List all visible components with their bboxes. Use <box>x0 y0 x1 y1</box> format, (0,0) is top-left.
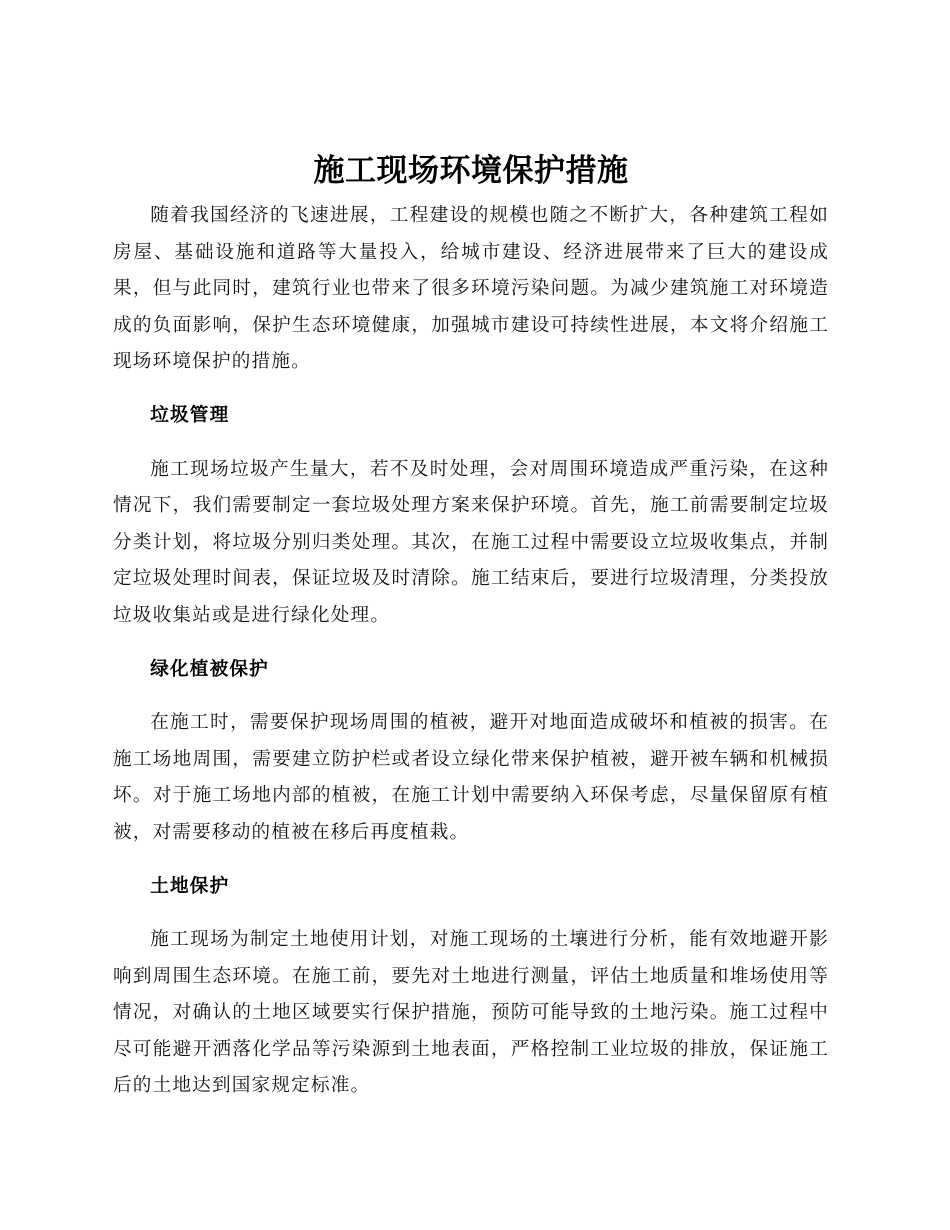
document-title: 施工现场环境保护措施 <box>313 153 629 189</box>
section-paragraph: 施工现场垃圾产生量大，若不及时处理，会对周围环境造成严重污染，在这种情况下，我们需要制定一套垃圾处理方案来保护环境。首先，施工前需要制定垃圾分类计划，将垃圾分别归类处理。其次，在施工过程中需要设立垃圾收集点，并制定垃圾处理时间表，保证垃圾及时清除。施工结束后，要进行垃圾清理，分类投放垃圾收集站或是进行绿化处理。 <box>113 458 829 626</box>
section-heading: 绿化植被保护 <box>150 658 269 680</box>
section-heading: 土地保护 <box>150 875 230 897</box>
intro-paragraph: 随着我国经济的飞速进展，工程建设的规模也随之不断扩大，各种建筑工程如房屋、基础设施和道路等大量投入，给城市建设、经济进展带来了巨大的建设成果，但与此同时，建筑行业也带来了很多环境污染问题。为减少建筑施工对环境造成的负面影响，保护生态环境健康，加强城市建设可持续性进展，本文将介绍施工现场环境保护的措施。 <box>113 205 829 373</box>
section-paragraph: 在施工时，需要保护现场周围的植被，避开对地面造成破坏和植被的损害。在施工场地周围，需要建立防护栏或者设立绿化带来保护植被，避开被车辆和机械损坏。对于施工场地内部的植被，在施工计划中需要纳入环保考虑，尽量保留原有植被，对需要移动的植被在移后再度植栽。 <box>113 712 829 843</box>
section-waste-management <box>113 398 829 635</box>
section-land-protection <box>113 869 829 1106</box>
document-page <box>113 148 829 1105</box>
section-heading: 垃圾管理 <box>150 404 230 426</box>
section-vegetation-protection <box>113 652 829 852</box>
section-paragraph: 施工现场为制定土地使用计划，对施工现场的土壤进行分析，能有效地避开影响到周围生态环境。在施工前，要先对土地进行测量，评估土地质量和堆场使用等情况，对确认的土地区域要实行保护措施，预防可能导致的土地污染。施工过程中尽可能避开洒落化学品等污染源到土地表面，严格控制工业垃圾的排放，保证施工后的土地达到国家规定标准。 <box>113 929 829 1097</box>
